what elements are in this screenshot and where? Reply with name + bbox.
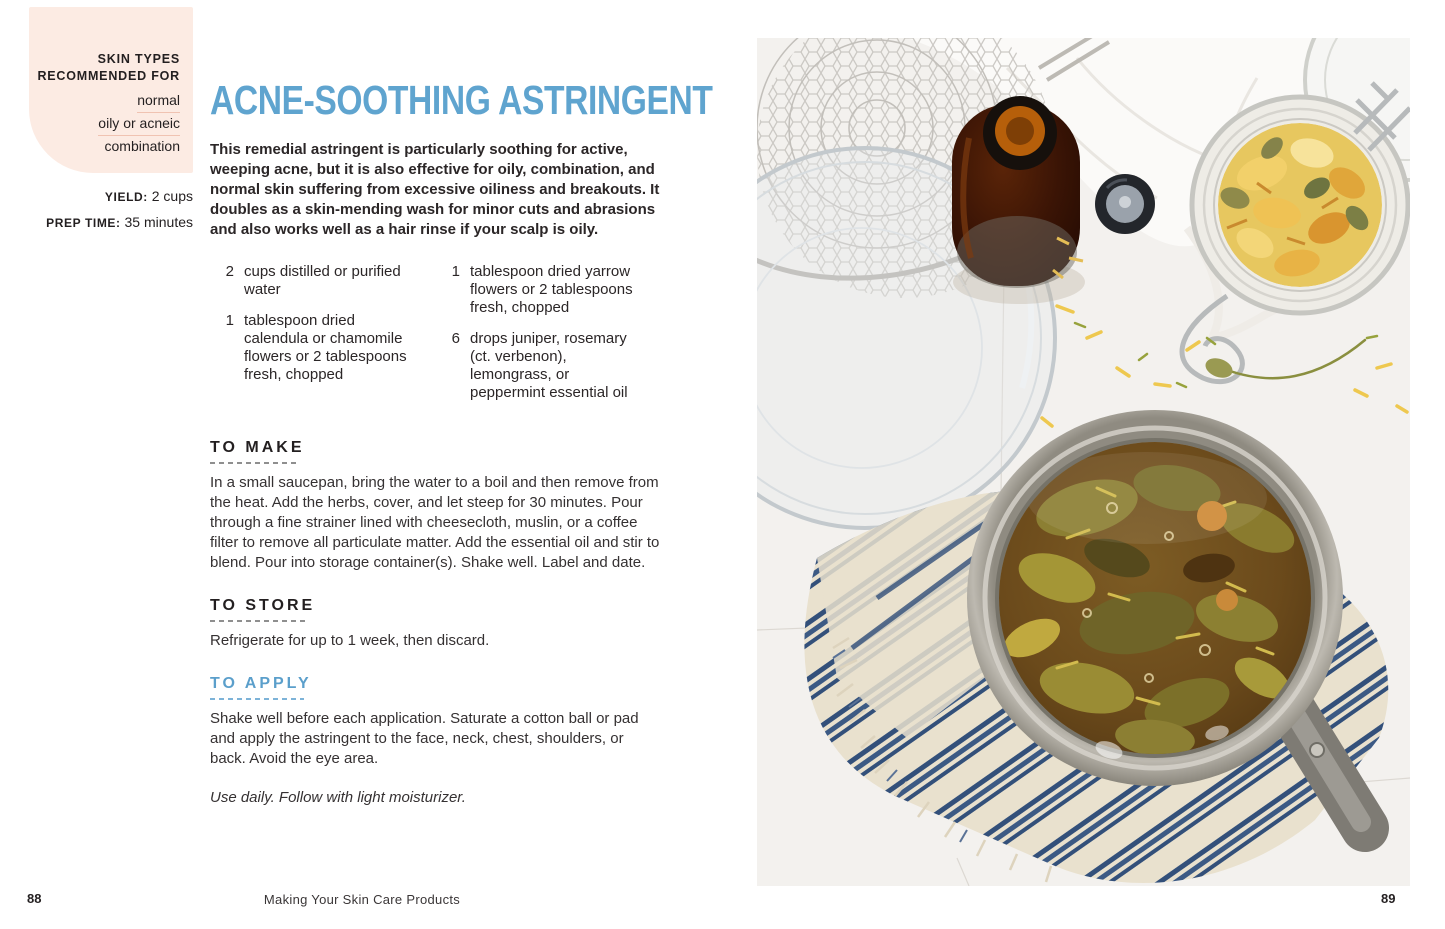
ingredient-item	[436, 263, 662, 317]
skin-type-item: combination	[104, 138, 180, 154]
ingredient-qty: 2	[225, 263, 234, 280]
section-heading: TO APPLY	[210, 675, 312, 692]
skin-types-label	[29, 51, 180, 85]
ingredient-text: tablespoon dried calendula or chamomile flowers or 2 tablespoons fresh, chopped	[244, 312, 407, 383]
section-heading: TO STORE	[210, 597, 316, 614]
ingredient-item	[210, 312, 436, 384]
recipe-meta	[0, 188, 193, 240]
ingredients-column-left	[210, 263, 436, 415]
ingredient-item	[436, 330, 662, 402]
ingredient-qty: 6	[451, 330, 460, 347]
section-to-make	[210, 439, 662, 573]
dashed-rule	[210, 462, 298, 464]
dashed-rule	[210, 620, 306, 622]
recipe-photo	[757, 38, 1410, 886]
section-to-store	[210, 597, 662, 651]
skin-types-panel	[29, 7, 193, 173]
skin-types-label-line2: RECOMMENDED FOR	[37, 69, 180, 83]
amber-bottle	[952, 96, 1085, 304]
running-footer: Making Your Skin Care Products	[263, 892, 461, 907]
skin-type-item: normal	[137, 90, 180, 113]
ingredient-text: drops juniper, rosemary (ct. verbenon), lemongrass, or peppermint essential oil	[470, 330, 628, 401]
recipe-title: ACNE-SOOTHING ASTRINGENT	[210, 77, 713, 123]
yield-value: 2 cups	[151, 188, 193, 204]
ingredient-text: tablespoon dried yarrow flowers or 2 tablespoons fresh, chopped	[470, 263, 633, 316]
section-body: In a small saucepan, bring the water to a boil and then remove from the heat. Add the herbs, cover, and let steep for 30 minutes. Pour through a fine strainer lined with cheesecloth, muslin, or a coffee filter to remove all particulate matter. Add the essential oil and stir to blend. Pour into storage container(s). Shake well. Label and date.	[210, 474, 660, 571]
ingredient-qty: 1	[225, 312, 234, 329]
ingredients-column-right	[436, 263, 662, 415]
dashed-rule	[210, 698, 304, 700]
recipe-photo-illustration	[757, 38, 1410, 886]
ingredient-qty: 1	[451, 263, 460, 280]
section-body: Shake well before each application. Saturate a cotton ball or pad and apply the astringent to the face, neck, chest, shoulders, or back. Avoid the eye area.	[210, 710, 639, 767]
ingredients-list	[210, 263, 662, 415]
bottle-cap	[1095, 174, 1155, 234]
page-number-right: 89	[1381, 891, 1396, 906]
skin-types-label-line1: SKIN TYPES	[97, 52, 180, 66]
page-number-left: 88	[27, 891, 42, 906]
recipe-body	[210, 77, 713, 821]
prep-time-label: PREP TIME:	[46, 216, 121, 230]
prep-time-row	[0, 214, 193, 230]
recipe-intro: This remedial astringent is particularly soothing for active, weeping acne, but it is also effective for oily, combination, and normal skin suffering from excessive oiliness and breakouts. It doubles as a skin-mending wash for minor cuts and abrasions and also works well as a hair rinse if your scalp is oily.	[210, 141, 660, 238]
skin-type-item: oily or acneic	[98, 113, 180, 136]
usage-note: Use daily. Follow with light moisturizer.	[210, 789, 466, 806]
skin-types-list	[29, 90, 180, 158]
section-heading: TO MAKE	[210, 439, 305, 456]
yield-row	[0, 188, 193, 204]
section-to-apply	[210, 675, 662, 769]
yield-label: YIELD:	[104, 190, 148, 204]
section-body: Refrigerate for up to 1 week, then discard.	[210, 632, 490, 649]
prep-time-value: 35 minutes	[124, 214, 193, 230]
ingredient-text: cups distilled or purified water	[244, 263, 401, 298]
ingredient-item	[210, 263, 436, 299]
